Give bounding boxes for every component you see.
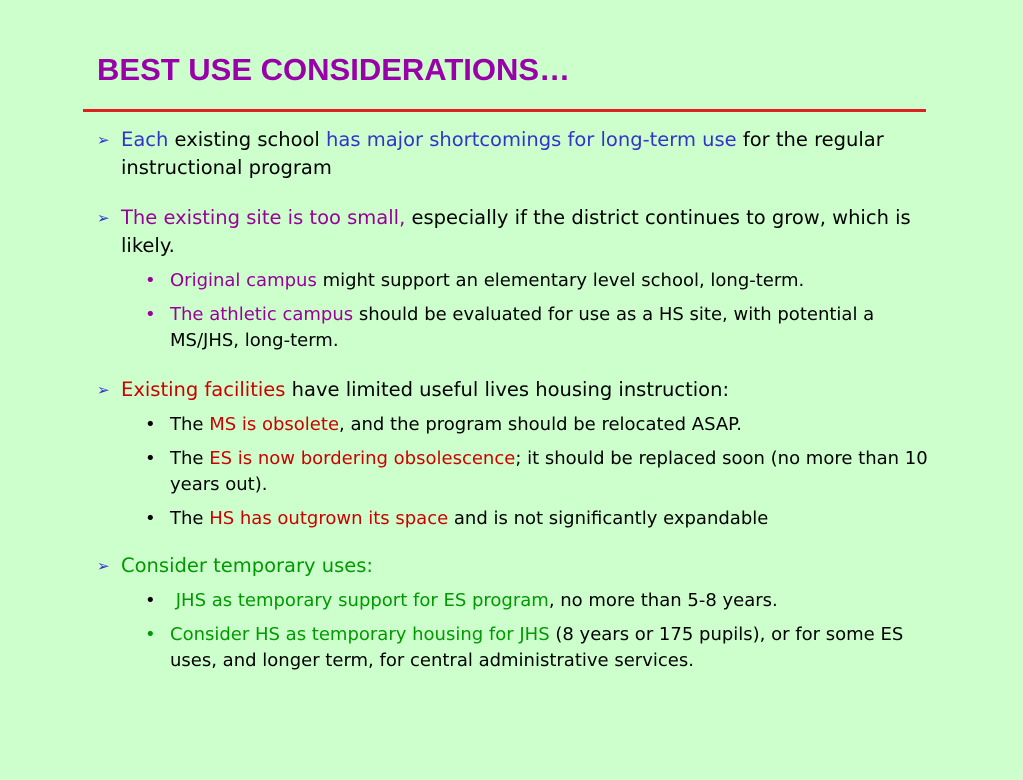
sub-bullet-list: [121, 268, 947, 354]
sub-bullet-text: The: [170, 508, 210, 529]
sub-bullet-highlight: ES is now bordering obsolescence: [209, 448, 516, 469]
sub-bullet-highlight: MS is obsolete: [209, 414, 340, 435]
sub-bullet-hs: [145, 506, 947, 532]
sub-bullet-jhs: [145, 588, 947, 614]
bullet-text: have limited useful lives housing instruction:: [285, 378, 730, 401]
arrow-bullet-icon: ➢: [97, 557, 110, 575]
sub-bullet-ms: [145, 412, 947, 438]
arrow-bullet-icon: ➢: [97, 381, 110, 399]
bullet-text: for the regular instructional program: [121, 128, 884, 179]
sub-bullet-text: should be evaluated for use as a HS site, with potential a MS/JHS, long-term.: [170, 304, 875, 351]
sub-bullet-highlight: Original campus: [170, 270, 317, 291]
sub-bullet-text: and is not significantly expandable: [448, 508, 769, 529]
sub-bullet-highlight: Consider HS as temporary housing for JHS: [170, 624, 550, 645]
sub-bullet-highlight: The athletic campus: [170, 304, 354, 325]
bullet-site-too-small: [97, 204, 947, 354]
sub-bullet-text: The: [170, 414, 210, 435]
slide-body: [97, 126, 947, 694]
dot-bullet-icon: •: [145, 414, 156, 435]
sub-bullet-list: [121, 588, 947, 674]
sub-bullet-athletic-campus: [145, 302, 947, 354]
bullet-text: existing school: [168, 128, 327, 151]
sub-bullet-original-campus: [145, 268, 947, 294]
sub-bullet-text: The: [170, 448, 210, 469]
sub-bullet-es: [145, 446, 947, 498]
bullet-text: especially if the district continues to grow, which is likely.: [121, 206, 911, 257]
bullet-existing-facilities: [97, 376, 947, 532]
arrow-bullet-icon: ➢: [97, 209, 110, 227]
dot-bullet-icon: •: [145, 270, 156, 291]
slide-title: BEST USE CONSIDERATIONS…: [97, 52, 571, 87]
sub-bullet-hs-housing: [145, 622, 947, 674]
sub-bullet-list: [121, 412, 947, 532]
bullet-shortcomings: [97, 126, 947, 182]
bullet-highlight: Each: [121, 128, 169, 151]
sub-bullet-text: ; it should be replaced soon (no more than 10 years out).: [170, 448, 928, 495]
bullet-highlight: Existing facilities: [121, 378, 286, 401]
sub-bullet-text: , and the program should be relocated ASAP.: [339, 414, 742, 435]
dot-bullet-icon: •: [145, 508, 156, 529]
sub-bullet-text: (8 years or 175 pupils), or for some ES uses, and longer term, for central administrative services.: [170, 624, 904, 671]
sub-bullet-text: might support an elementary level school, long-term.: [316, 270, 805, 291]
arrow-bullet-icon: ➢: [97, 131, 110, 149]
bullet-highlight: The existing site is too small,: [121, 206, 406, 229]
sub-bullet-highlight: HS has outgrown its space: [209, 508, 449, 529]
title-divider: [83, 109, 926, 112]
sub-bullet-text: , no more than 5-8 years.: [548, 590, 778, 611]
bullet-temporary-uses: [97, 552, 947, 674]
sub-bullet-highlight: JHS as temporary support for ES program: [170, 590, 549, 611]
dot-bullet-icon: •: [145, 448, 156, 469]
bullet-highlight: has major shortcomings for long-term use: [326, 128, 737, 151]
dot-bullet-icon: •: [145, 304, 156, 325]
bullet-highlight: Consider temporary uses:: [121, 554, 373, 577]
dot-bullet-icon: •: [145, 624, 156, 645]
dot-bullet-icon: •: [145, 590, 156, 611]
